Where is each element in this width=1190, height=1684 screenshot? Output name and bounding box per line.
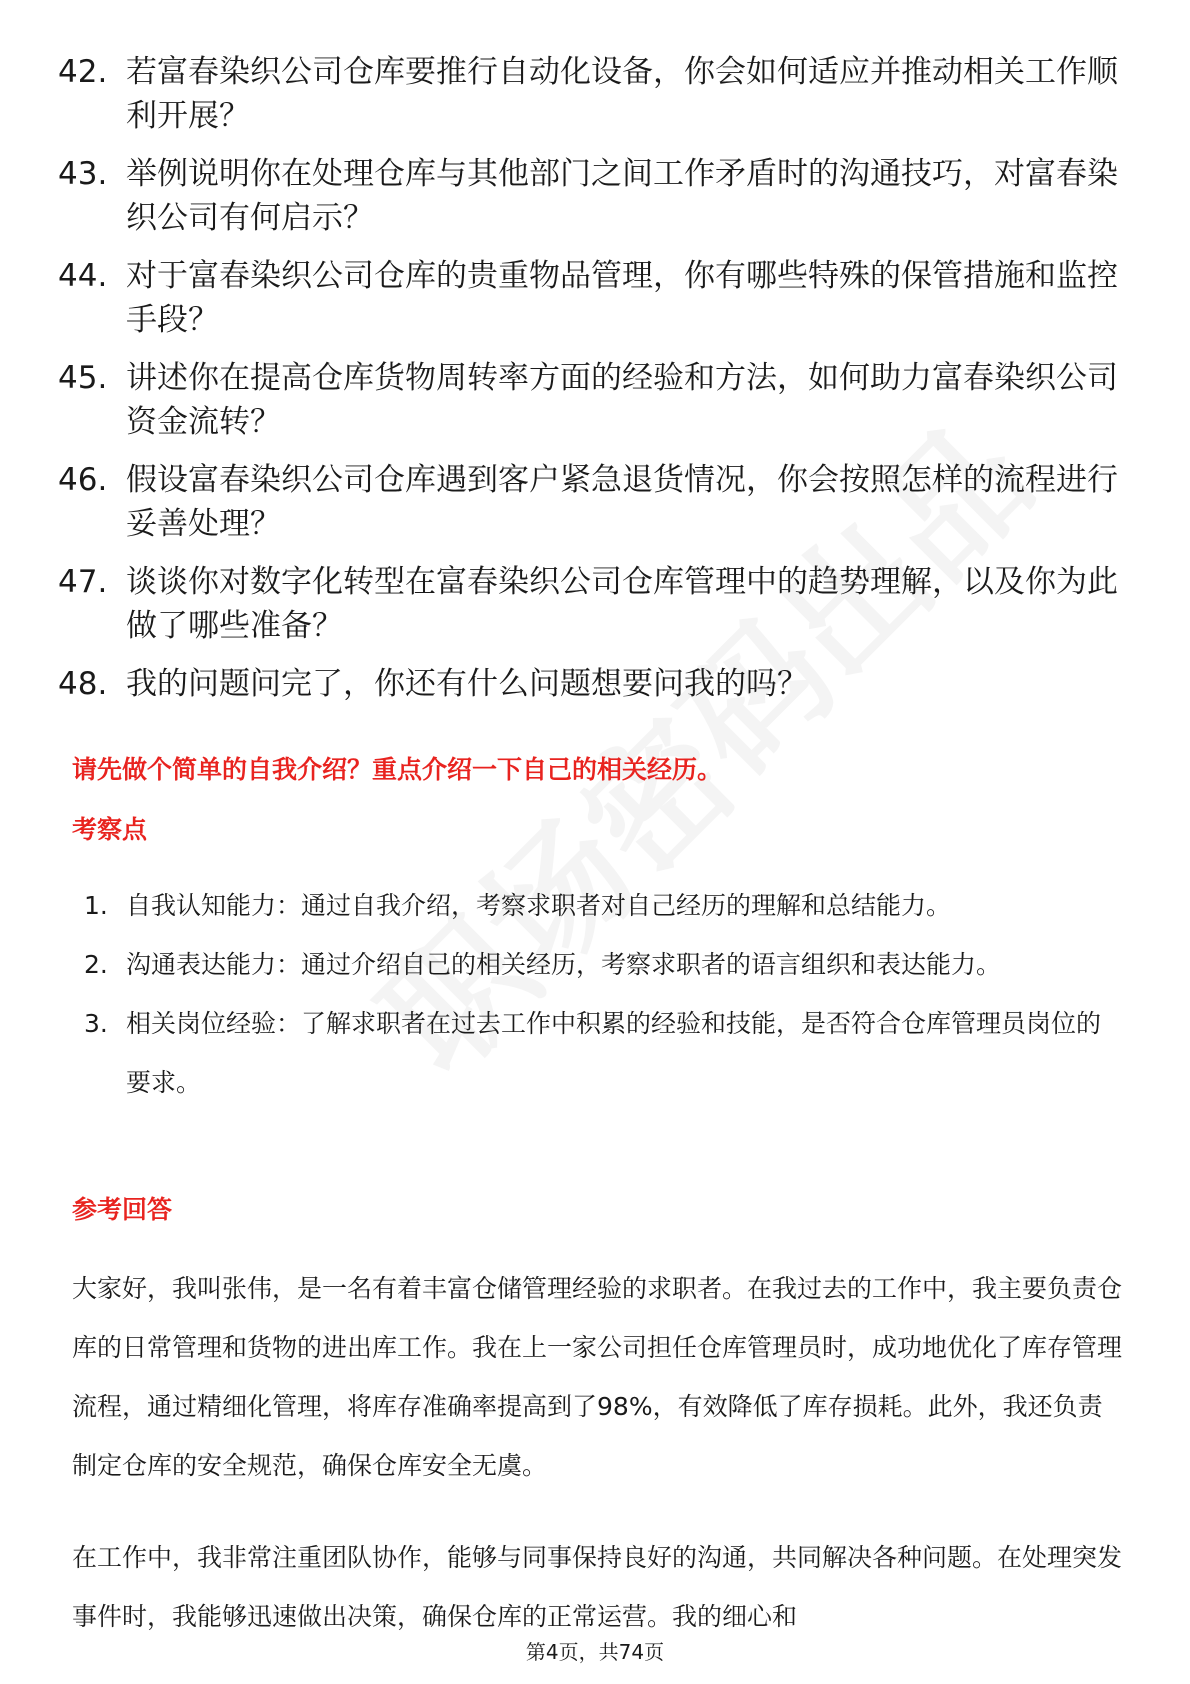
question-item: [58, 458, 1118, 546]
question-text: 讲述你在提高仓库货物周转率方面的经验和方法，如何助力富春染织公司资金流转？: [126, 360, 1118, 440]
question-text: 谈谈你对数字化转型在富春染织公司仓库管理中的趋势理解，以及你为此做了哪些准备？: [126, 564, 1118, 644]
point-number: 3.: [84, 1009, 108, 1038]
point-number: 2.: [84, 950, 108, 979]
evaluation-points-heading: 考察点: [72, 815, 148, 844]
question-number: 42.: [58, 54, 108, 90]
question-text: 举例说明你在处理仓库与其他部门之间工作矛盾时的沟通技巧，对富春染织公司有何启示？: [126, 156, 1118, 236]
reference-answer-heading: 参考回答: [72, 1195, 173, 1224]
question-number: 48.: [58, 666, 108, 702]
question-list: [58, 50, 1118, 720]
question-item: [58, 152, 1118, 240]
question-text: 假设富春染织公司仓库遇到客户紧急退货情况，你会按照怎样的流程进行妥善处理？: [126, 462, 1118, 542]
point-number: 1.: [84, 891, 108, 920]
evaluation-points-list: [84, 876, 1124, 1112]
evaluation-point: [84, 935, 1124, 994]
question-item: [58, 560, 1118, 648]
question-number: 45.: [58, 360, 108, 396]
question-item: [58, 662, 1118, 706]
point-text: 相关岗位经验：了解求职者在过去工作中积累的经验和技能，是否符合仓库管理员岗位的要求。: [126, 1009, 1102, 1097]
question-text: 我的问题问完了，你还有什么问题想要问我的吗？: [126, 666, 808, 702]
question-number: 47.: [58, 564, 108, 600]
question-number: 46.: [58, 462, 108, 498]
evaluation-point: [84, 876, 1124, 935]
point-text: 自我认知能力：通过自我介绍，考察求职者对自己经历的理解和总结能力。: [126, 891, 952, 920]
point-text: 沟通表达能力：通过介绍自己的相关经历，考察求职者的语言组织和表达能力。: [126, 950, 1002, 979]
page-footer: 第4页，共74页: [525, 1640, 665, 1664]
evaluation-point: [84, 994, 1124, 1112]
question-item: [58, 356, 1118, 444]
main-question-heading: 请先做个简单的自我介绍？重点介绍一下自己的相关经历。: [72, 755, 723, 784]
question-text: 对于富春染织公司仓库的贵重物品管理，你有哪些特殊的保管措施和监控手段？: [126, 258, 1118, 338]
answer-paragraph: 在工作中，我非常注重团队协作，能够与同事保持良好的沟通，共同解决各种问题。在处理突发事件时，我能够迅速做出决策，确保仓库的正常运营。我的细心和: [72, 1543, 1123, 1631]
question-item: [58, 50, 1118, 138]
question-text: 若富春染织公司仓库要推行自动化设备，你会如何适应并推动相关工作顺利开展？: [126, 54, 1118, 134]
question-item: [58, 254, 1118, 342]
answer-paragraph: 大家好，我叫张伟，是一名有着丰富仓储管理经验的求职者。在我过去的工作中，我主要负责仓库的日常管理和货物的进出库工作。我在上一家公司担任仓库管理员时，成功地优化了库存管理流程，通过精细化管理，将库存准确率提高到了98%，有效降低了库存损耗。此外，我还负责制定仓库的安全规范，确保仓库安全无虞。: [72, 1274, 1123, 1480]
question-number: 43.: [58, 156, 108, 192]
question-number: 44.: [58, 258, 108, 294]
